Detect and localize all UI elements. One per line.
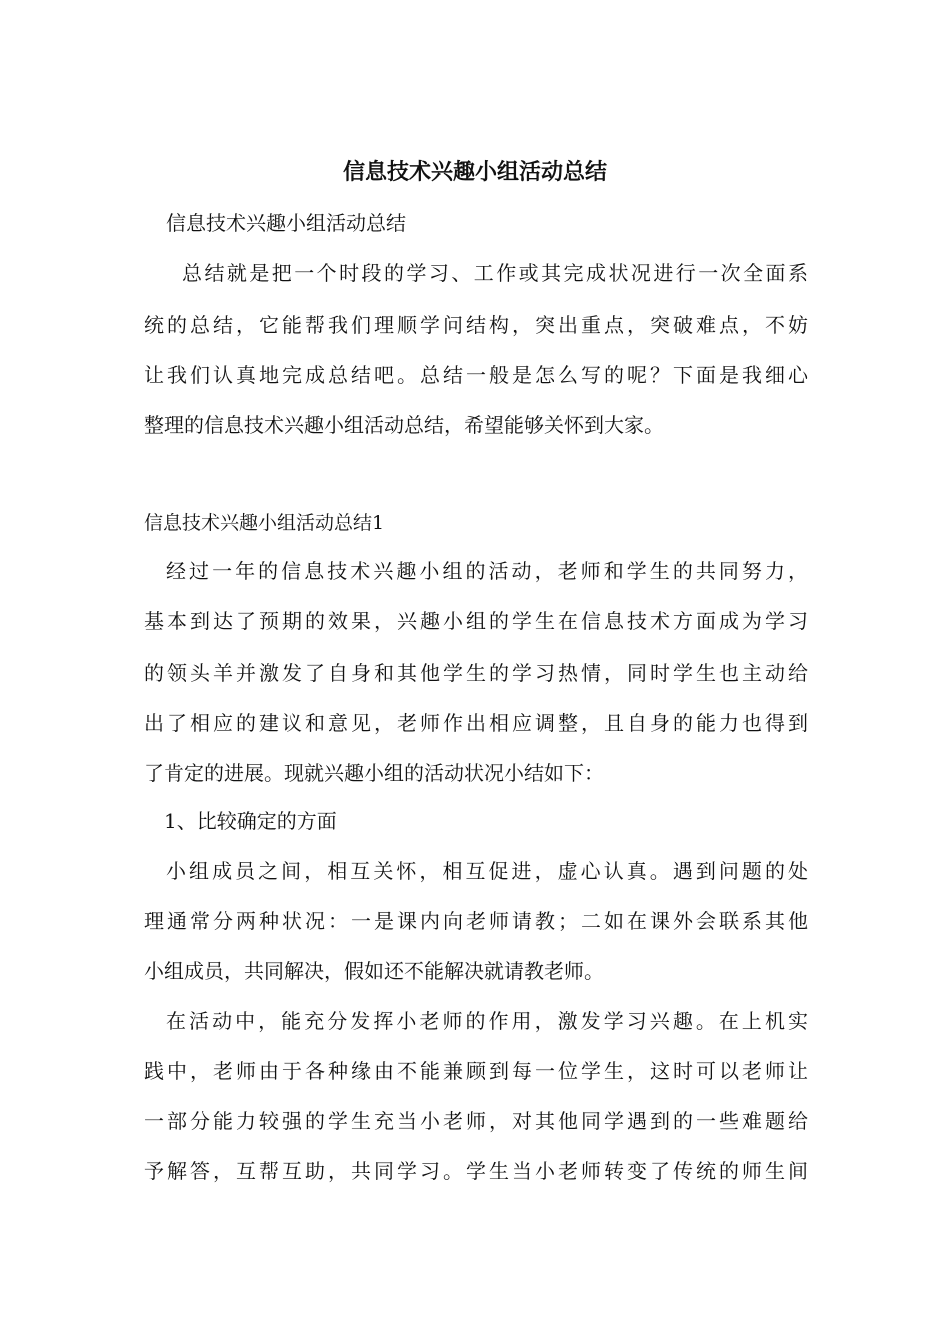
body-line-2: 基本到达了预期的效果，兴趣小组的学生在信息技术方面成为学习 bbox=[144, 609, 808, 633]
body-line-1: 经过一年的信息技术兴趣小组的活动，老师和学生的共同努力， bbox=[166, 559, 808, 583]
intro-line-4: 整理的信息技术兴趣小组活动总结，希望能够关怀到大家。 bbox=[144, 413, 664, 437]
body-line-5: 了肯定的进展。现就兴趣小组的活动状况小结如下： bbox=[144, 761, 604, 785]
document-title: 信息技术兴趣小组活动总结 bbox=[342, 159, 607, 185]
intro-line-1: 总结就是把一个时段的学习、工作或其完成状况进行一次全面系 bbox=[182, 261, 808, 285]
body-line-9: 在活动中，能充分发挥小老师的作用，激发学习兴趣。在上机实 bbox=[166, 1009, 808, 1033]
body-line-4: 出了相应的建议和意见，老师作出相应调整，且自身的能力也得到 bbox=[144, 711, 808, 735]
body-line-10: 践中，老师由于各种缘由不能兼顾到每一位学生，这时可以老师让 bbox=[144, 1059, 808, 1083]
subheading-1: 1、比较确定的方面 bbox=[164, 809, 337, 833]
intro-line-3: 让我们认真地完成总结吧。总结一般是怎么写的呢？下面是我细心 bbox=[144, 363, 808, 387]
body-line-11: 一部分能力较强的学生充当小老师，对其他同学遇到的一些难题给 bbox=[144, 1109, 808, 1133]
subtitle-line: 信息技术兴趣小组活动总结 bbox=[166, 211, 406, 235]
section-heading-1: 信息技术兴趣小组活动总结1 bbox=[144, 512, 385, 534]
body-line-6: 小组成员之间，相互关怀，相互促进，虚心认真。遇到问题的处 bbox=[166, 859, 808, 883]
body-line-7: 理通常分两种状况：一是课内向老师请教；二如在课外会联系其他 bbox=[144, 909, 808, 933]
body-line-8: 小组成员，共同解决，假如还不能解决就请教老师。 bbox=[144, 959, 604, 983]
body-line-3: 的领头羊并激发了自身和其他学生的学习热情，同时学生也主动给 bbox=[144, 661, 808, 685]
body-line-12: 予解答，互帮互助，共同学习。学生当小老师转变了传统的师生间 bbox=[144, 1159, 808, 1183]
intro-line-2: 统的总结，它能帮我们理顺学问结构，突出重点，突破难点，不妨 bbox=[144, 313, 808, 337]
